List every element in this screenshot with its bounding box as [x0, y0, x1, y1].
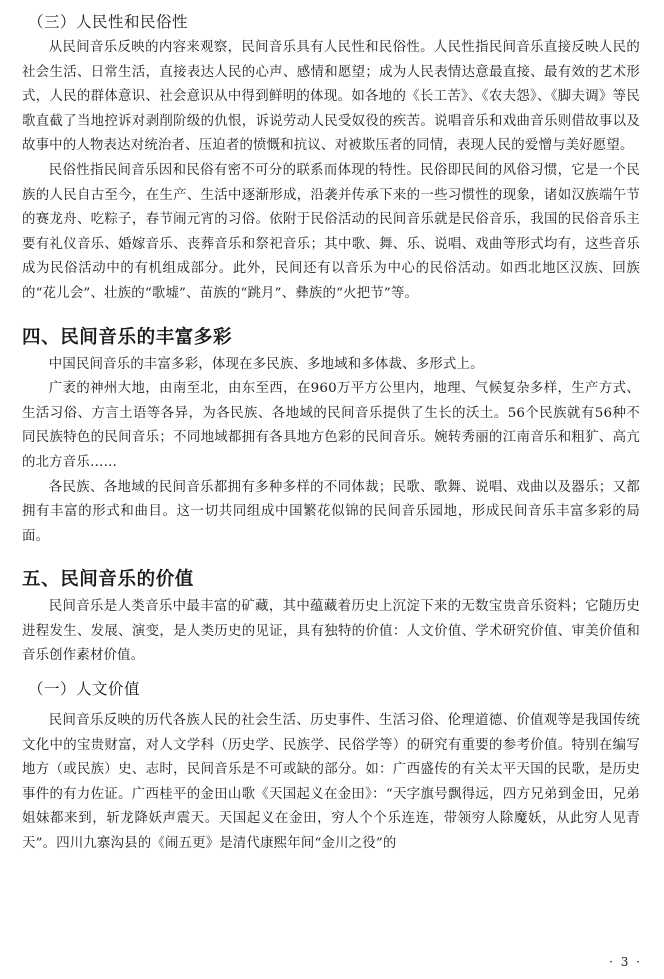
paragraph: 广袤的神州大地，由南至北，由东至西，在960万平方公里内，地理、气候复杂多样，生产方式、生活习俗、方言土语等各异，为各民族、各地域的民间音乐提供了生长的沃土。56个民族就有56种不同民族特色的民间音乐；不同地域都拥有各具地方色彩的民间音乐。婉转秀丽的江南音乐和粗犷、高亢的北方音乐……: [22, 381, 640, 470]
paragraph: 各民族、各地域的民间音乐都拥有多种多样的不同体裁；民歌、歌舞、说唱、戏曲以及器乐；又都拥有丰富的形式和曲目。这一切共同组成中国繁花似锦的民间音乐园地，形成民间音乐丰富多彩的局面。: [22, 479, 640, 544]
section-heading-five: 五、民间音乐的价值: [22, 569, 194, 591]
paragraph: 民间音乐反映的历代各族人民的社会生活、历史事件、生活习俗、伦理道德、价值观等是我国传统文化中的宝贵财富，对人文学科（历史学、民族学、民俗学等）的研究有重要的参考价值。特别在编写地方（或民族）史、志时，民间音乐是不可或缺的部分。如：广西盛传的有关太平天国的民歌，是历史事件的有力佐证。广西桂平的金田山歌《天国起义在金田》：“天字旗号飘得远，四方兄弟到金田，兄弟姐妹都来到，斩龙降妖声震天。天国起义在金田，穷人个个乐连连，带领穷人除魔妖，从此穷人见青天”。四川九寨沟县的《闹五更》是清代康熙年间“金川之役”的: [22, 713, 640, 852]
subsection-heading-folk: （三）人民性和民俗性: [28, 13, 189, 31]
page-content: [22, 8, 640, 857]
paragraph: 民间音乐是人类音乐中最丰富的矿藏，其中蕴藏着历史上沉淀下来的无数宝贵音乐资料；它随历史进程发生、发展、演变，是人类历史的见证，具有独特的价值：人文价值、学术研究价值、审美价值和音乐创作素材价值。: [22, 599, 640, 664]
section-heading-four: 四、民间音乐的丰富多彩: [22, 326, 233, 348]
section-spacer: [22, 307, 640, 323]
subsection-heading-humanities: （一）人文价值: [28, 680, 141, 699]
paragraph: 中国民间音乐的丰富多彩，体现在多民族、多地域和多体裁、多形式上。: [48, 356, 484, 372]
paragraph: 从民间音乐反映的内容来观察，民间音乐具有人民性和民俗性。人民性指民间音乐直接反映人民的社会生活、日常生活，直接表达人民的心声、感情和愿望；成为人民表情达意最直接、最有效的艺术形式，人民的群体意识、社会意识从中得到鲜明的体现。如各地的《长工苦》、《农夫怨》、《脚夫调》等民歌直截了当地控诉对剥削阶级的仇恨，诉说劳动人民受奴役的疾苦。说唱音乐和戏曲音乐则借故事以及故事中的人物表达对统治者、压迫者的愤慨和抗议、对被欺压者的同情，表现人民的爱憎与美好愿望。: [22, 40, 640, 154]
page-number: · 3 ·: [609, 955, 642, 969]
paragraph: 民俗性指民间音乐因和民俗有密不可分的联系而体现的特性。民俗即民间的风俗习惯，它是一个民族的人民自古至今，在生产、生活中逐渐形成，沿袭并传承下来的一些习惯性的现象，诸如汉族端午节的赛龙舟、吃粽子，春节闹元宵的习俗。依附于民俗活动的民间音乐就是民俗音乐，我国的民俗音乐主要有礼仪音乐、婚嫁音乐、丧葬音乐和祭祀音乐；其中歌、舞、乐、说唱、戏曲等形式均有，这些音乐成为民俗活动中的有机组成部分。此外，民间还有以音乐为中心的民俗活动。如西北地区汉族、回族的“花儿会”、壮族的“歌墟”、苗族的“跳月”、彝族的“火把节”等。: [22, 162, 640, 301]
section-spacer: [22, 549, 640, 565]
